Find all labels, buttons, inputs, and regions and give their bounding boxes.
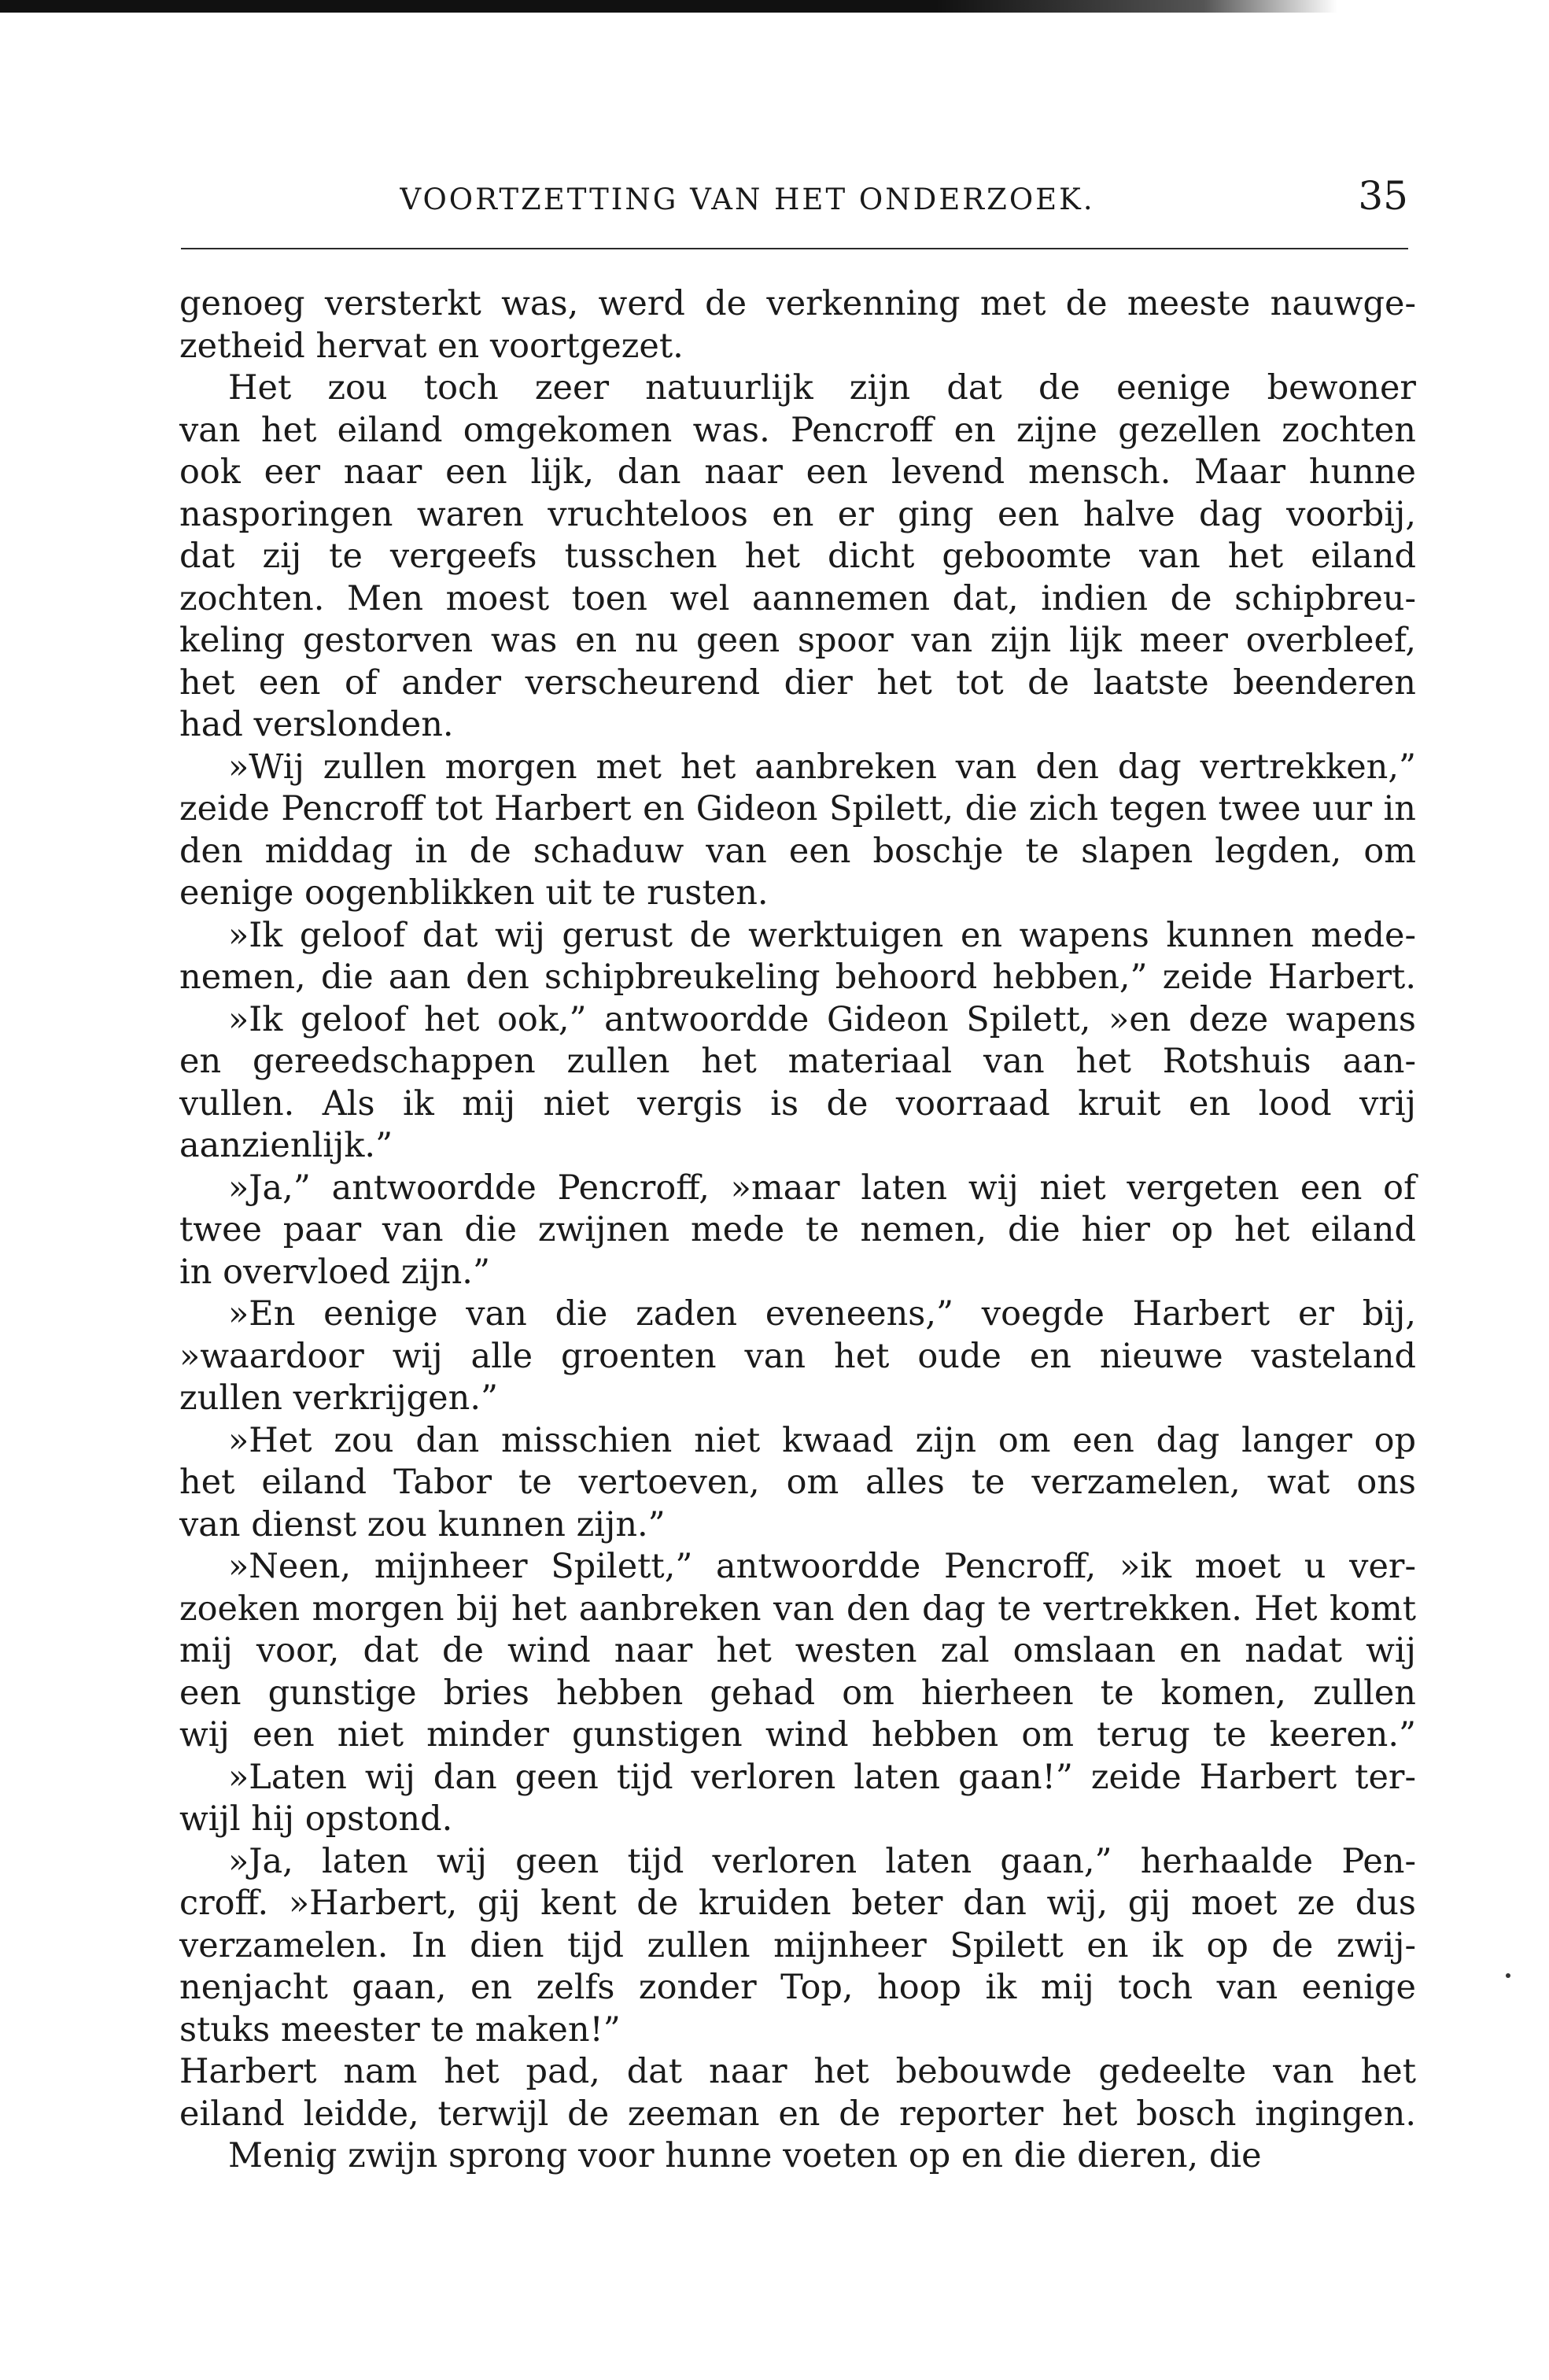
text-line: zetheid hervat en voortgezet.: [179, 326, 684, 366]
text-line: en gereedschappen zullen het materiaal van het Rotshuis aan-: [179, 1042, 1416, 1081]
text-line: »En eenige van die zaden eveneens,” voegde Harbert er bij,: [228, 1294, 1416, 1334]
text-line: »Neen, mijnheer Spilett,” antwoordde Pencroff, »ik moet u ver-: [228, 1547, 1416, 1586]
text-line: verzamelen. In dien tijd zullen mijnheer Spilett en ik op de zwij-: [179, 1925, 1416, 1965]
text-line: »waardoor wij alle groenten van het oude en nieuwe vasteland: [179, 1336, 1416, 1376]
text-line: ook eer naar een lijk, dan naar een levend mensch. Maar hunne: [179, 452, 1416, 492]
text-line: wij een niet minder gunstigen wind hebben om terug te keeren.”: [179, 1715, 1416, 1755]
text-line: Harbert nam het pad, dat naar het bebouwde gedeelte van het: [179, 2052, 1416, 2091]
text-line: zeide Pencroff tot Harbert en Gideon Spilett, die zich tegen twee uur in: [179, 789, 1416, 828]
text-line: »Ik geloof het ook,” antwoordde Gideon Spilett, »en deze wapens: [228, 999, 1416, 1039]
text-line: wijl hij opstond.: [179, 1799, 453, 1839]
text-line: een gunstige bries hebben gehad om hierheen te komen, zullen: [179, 1673, 1416, 1713]
page-number: 35: [1358, 173, 1408, 219]
text-line: van dienst zou kunnen zijn.”: [179, 1504, 666, 1544]
text-line: twee paar van die zwijnen mede te nemen, die hier op het eiland: [179, 1210, 1416, 1249]
margin-speck: [1506, 1973, 1510, 1978]
text-line: »Ik geloof dat wij gerust de werktuigen en wapens kunnen mede-: [228, 915, 1416, 955]
header-rule: [181, 248, 1408, 249]
chapter-title: VOORTZETTING VAN HET ONDERZOEK.: [400, 183, 1095, 216]
text-line: »Wij zullen morgen met het aanbreken van den dag vertrekken,”: [228, 747, 1416, 787]
text-line: zoeken morgen bij het aanbreken van den dag te vertrekken. Het komt: [179, 1589, 1416, 1629]
text-line: »Ja,” antwoordde Pencroff, »maar laten wij niet vergeten een of: [228, 1168, 1416, 1208]
text-line: genoeg versterkt was, werd de verkenning met de meeste nauwge-: [179, 284, 1416, 323]
text-line: stuks meester te maken!”: [179, 2009, 621, 2050]
text-line: zullen verkrijgen.”: [179, 1378, 498, 1418]
text-line: Menig zwijn sprong voor hunne voeten op en die dieren, die: [228, 2136, 1262, 2175]
text-line: den middag in de schaduw van een boschje te slapen legden, om: [179, 831, 1416, 871]
text-line: het een of ander verscheurend dier het tot de laatste beenderen: [179, 662, 1416, 703]
text-line: vullen. Als ik mij niet vergis is de voorraad kruit en lood vrij: [179, 1083, 1416, 1124]
scan-edge-bar: [0, 0, 1337, 13]
text-line: aanzienlijk.”: [179, 1126, 393, 1165]
text-line: »Ja, laten wij geen tijd verloren laten gaan,” herhaalde Pen-: [228, 1841, 1416, 1881]
text-line: van het eiland omgekomen was. Pencroff en zijne gezellen zochten: [179, 410, 1416, 450]
text-line: mij voor, dat de wind naar het westen zal omslaan en nadat wij: [179, 1631, 1416, 1670]
text-line: zochten. Men moest toen wel aannemen dat, indien de schipbreu-: [179, 578, 1416, 618]
text-line: »Het zou dan misschien niet kwaad zijn om een dag langer op: [228, 1420, 1416, 1460]
text-line: Het zou toch zeer natuurlijk zijn dat de eenige bewoner: [228, 368, 1416, 408]
text-line: dat zij te vergeefs tusschen het dicht geboomte van het eiland: [179, 537, 1416, 576]
text-line: nenjacht gaan, en zelfs zonder Top, hoop ik mij toch van eenige: [179, 1968, 1416, 2007]
text-line: eiland leidde, terwijl de zeeman en de reporter het bosch ingingen.: [179, 2094, 1416, 2134]
running-head: [181, 173, 1408, 244]
text-line: eenige oogenblikken uit te rusten.: [179, 873, 769, 913]
text-line: croff. »Harbert, gij kent de kruiden beter dan wij, gij moet ze dus: [179, 1884, 1416, 1923]
text-line: het eiland Tabor te vertoeven, om alles te verzamelen, wat ons: [179, 1463, 1416, 1502]
text-line: nasporingen waren vruchteloos en er ging een halve dag voorbij,: [179, 494, 1416, 534]
text-line: »Laten wij dan geen tijd verloren laten gaan!” zeide Harbert ter-: [228, 1757, 1416, 1797]
text-line: keling gestorven was en nu geen spoor van zijn lijk meer overbleef,: [179, 621, 1416, 660]
body-text: [179, 283, 1416, 2178]
text-line: nemen, die aan den schipbreukeling behoord hebben,” zeide Harbert.: [179, 958, 1416, 997]
text-line: had verslonden.: [179, 705, 454, 744]
text-line: in overvloed zijn.”: [179, 1252, 490, 1292]
